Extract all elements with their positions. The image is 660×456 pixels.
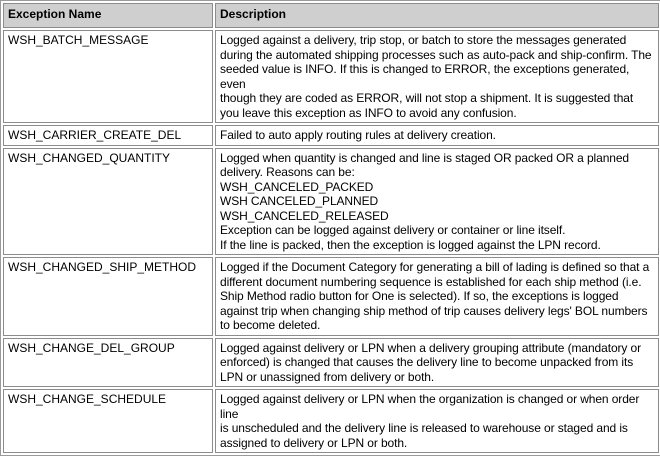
- description-line: to become deleted.: [220, 318, 321, 332]
- exception-name-cell: WSH_CHANGE_SCHEDULE: [3, 389, 213, 453]
- description-line: seeded value is INFO. If this is changed to ERROR, the exceptions generated, even: [220, 62, 630, 91]
- description-line: WSH_CANCELED_RELEASED: [220, 208, 389, 223]
- table-row: [3, 125, 659, 146]
- description-cell: [215, 148, 659, 256]
- description-cell: [215, 338, 659, 388]
- description-cell: [215, 257, 659, 336]
- description-line: during the automated shipping processes such as auto-pack and ship-confirm. The: [220, 47, 652, 62]
- description-line: though they are coded as ERROR, will not stop a shipment. It is suggested that: [220, 91, 634, 105]
- description-cell: [215, 125, 659, 146]
- description-cell: [215, 30, 659, 123]
- description-line: Failed to auto apply routing rules at delivery creation.: [220, 128, 496, 142]
- column-header-description: Description: [215, 3, 659, 28]
- description-line: Exception can be logged against delivery or container or line itself.: [220, 223, 566, 237]
- description-line: LPN or unassigned from delivery or both.: [220, 369, 435, 384]
- description-line: is unscheduled and the delivery line is released to warehouse or staged and is: [220, 421, 628, 435]
- table-row: [3, 257, 659, 336]
- exception-name-cell: WSH_CARRIER_CREATE_DEL: [3, 125, 213, 146]
- description-line: WSH CANCELED_PLANNED: [220, 194, 379, 208]
- description-line: If the line is packed, then the exception is logged against the LPN record.: [220, 237, 601, 252]
- table-row: [3, 389, 659, 453]
- exception-name-cell: WSH_CHANGE_DEL_GROUP: [3, 338, 213, 388]
- description-line: assigned to delivery or LPN or both.: [220, 435, 408, 450]
- description-line: Logged against delivery or LPN when the organization is changed or when order line: [220, 392, 640, 421]
- description-line: enforced) is changed that causes the delivery line to become unpacked from its: [220, 355, 634, 369]
- description-line: Logged if the Document Category for generating a bill of lading is defined so that a: [220, 260, 650, 274]
- column-header-exception-name: Exception Name: [3, 3, 213, 28]
- description-line: Logged when quantity is changed and line is staged OR packed OR a planned: [220, 150, 629, 165]
- table-header-row: [3, 3, 659, 28]
- description-line: Logged against delivery or LPN when a delivery grouping attribute (mandatory or: [220, 340, 642, 355]
- exception-name-cell: WSH_CHANGED_SHIP_METHOD: [3, 257, 213, 336]
- description-line: Ship Method radio button for One is selected). If so, the exceptions is logged: [220, 289, 619, 303]
- exception-name-cell: WSH_BATCH_MESSAGE: [3, 30, 213, 123]
- table-row: [3, 30, 659, 123]
- description-line: you leave this exception as INFO to avoid any confusion.: [220, 105, 517, 120]
- description-line: delivery. Reasons can be:: [220, 165, 355, 179]
- exception-name-cell: WSH_CHANGED_QUANTITY: [3, 148, 213, 256]
- description-line: Logged against a delivery, trip stop, or batch to store the messages generated: [220, 33, 627, 47]
- description-line: WSH_CANCELED_PACKED: [220, 179, 374, 194]
- description-line: against trip when changing ship method of trip causes delivery legs' BOL numbers: [220, 303, 648, 318]
- description-cell: [215, 389, 659, 453]
- table-body: [3, 30, 659, 453]
- table-row: [3, 148, 659, 256]
- description-line: different document numbering sequence is established for each ship method (i.e.: [220, 274, 642, 289]
- table-row: [3, 338, 659, 388]
